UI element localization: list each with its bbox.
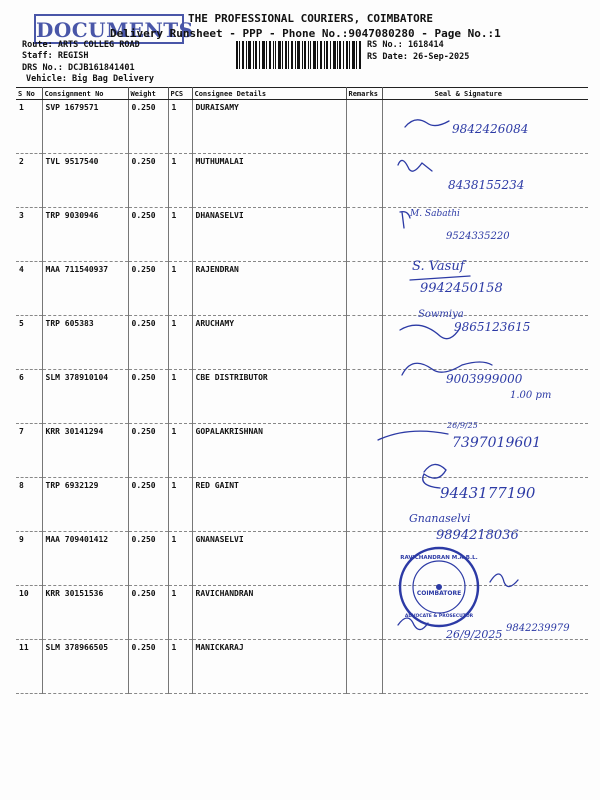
drs-number: DRS No.: DCJB161841401 <box>22 63 135 73</box>
weight-cell: 0.250 <box>128 208 168 262</box>
consignment-cell: SVP 1679571 <box>42 100 128 154</box>
consignee-cell: DHANASELVI <box>192 208 346 262</box>
pcs-cell: 1 <box>168 532 192 586</box>
consignee-cell: CBE DISTRIBUTOR <box>192 370 346 424</box>
weight-cell: 0.250 <box>128 316 168 370</box>
company-name: THE PROFESSIONAL COURIERS, COIMBATORE <box>188 12 434 25</box>
handwritten-phone-9: 9894218036 <box>436 528 519 543</box>
consignment-cell: KRR 30151536 <box>42 586 128 640</box>
pcs-cell: 1 <box>168 316 192 370</box>
col-remarks: Remarks <box>346 88 382 100</box>
handwritten-phone-11: 9842239979 <box>506 623 570 634</box>
consignment-cell: TRP 6932129 <box>42 478 128 532</box>
pcs-cell: 1 <box>168 478 192 532</box>
consignee-cell: MANICKARAJ <box>192 640 346 694</box>
vehicle-label: Vehicle: Big Bag Delivery <box>26 74 154 84</box>
consignee-cell: GNANASELVI <box>192 532 346 586</box>
pcs-cell: 1 <box>168 424 192 478</box>
col-consignment: Consignment No <box>42 88 128 100</box>
remarks-cell <box>346 100 382 154</box>
handwritten-name-5: Sowmiya <box>418 309 464 320</box>
seal-name: RAVICHANDRAN M.A.B.L. <box>400 555 478 561</box>
sno-cell: 11 <box>16 640 42 694</box>
consignee-cell: ARUCHAMY <box>192 316 346 370</box>
sno-cell: 4 <box>16 262 42 316</box>
consignment-cell: MAA 711540937 <box>42 262 128 316</box>
handwritten-name-3: M. Sabathi <box>410 209 460 219</box>
handwritten-phone-7: 7397019601 <box>452 435 542 451</box>
consignment-cell: TRP 9030946 <box>42 208 128 262</box>
pcs-cell: 1 <box>168 586 192 640</box>
sno-cell: 7 <box>16 424 42 478</box>
signature-cell <box>382 640 588 694</box>
table-row <box>16 640 588 694</box>
weight-cell: 0.250 <box>128 100 168 154</box>
rs-number: RS No.: 1618414 <box>367 40 444 50</box>
pcs-cell: 1 <box>168 100 192 154</box>
col-weight: Weight <box>128 88 168 100</box>
documents-stamp: DOCUMENTS <box>34 14 184 44</box>
staff-label: Staff: REGISH <box>22 51 89 61</box>
runsheet-title: Delivery Runsheet - PPP - Phone No.:9047080280 - Page No.:1 <box>110 27 501 40</box>
handwritten-name-9: Gnanaselvi <box>409 512 471 525</box>
remarks-cell <box>346 370 382 424</box>
seal-bottom-text: ADVOCATE & PROSECUTOR <box>404 614 474 619</box>
handwritten-phone-2: 8438155234 <box>448 178 525 192</box>
pcs-cell: 1 <box>168 370 192 424</box>
seal-place: COIMBATORE <box>416 590 462 597</box>
consignee-cell: RED GAINT <box>192 478 346 532</box>
consignee-cell: RAJENDRAN <box>192 262 346 316</box>
sno-cell: 8 <box>16 478 42 532</box>
sno-cell: 5 <box>16 316 42 370</box>
consignee-cell: DURAISAMY <box>192 100 346 154</box>
sno-cell: 2 <box>16 154 42 208</box>
col-consignee: Consignee Details <box>192 88 346 100</box>
remarks-cell <box>346 316 382 370</box>
remarks-cell <box>346 154 382 208</box>
handwritten-phone-5: 9865123615 <box>454 320 531 334</box>
consignment-cell: TRP 605383 <box>42 316 128 370</box>
sno-cell: 10 <box>16 586 42 640</box>
pcs-cell: 1 <box>168 262 192 316</box>
consignment-cell: MAA 709401412 <box>42 532 128 586</box>
barcode-icon <box>236 41 362 69</box>
remarks-cell <box>346 586 382 640</box>
consignee-cell: MUTHUMALAI <box>192 154 346 208</box>
handwritten-phone-3: 9524335220 <box>446 231 510 242</box>
sno-cell: 6 <box>16 370 42 424</box>
weight-cell: 0.250 <box>128 154 168 208</box>
col-seal-signature: Seal & Signature <box>382 88 588 100</box>
handwritten-phone-8: 9443177190 <box>440 484 536 502</box>
table-header-row <box>16 88 588 100</box>
remarks-cell <box>346 262 382 316</box>
remarks-cell <box>346 424 382 478</box>
rs-date: RS Date: 26-Sep-2025 <box>367 52 470 62</box>
weight-cell: 0.250 <box>128 424 168 478</box>
consignment-cell: SLM 378910104 <box>42 370 128 424</box>
weight-cell: 0.250 <box>128 478 168 532</box>
advocate-seal <box>398 546 480 628</box>
consignee-cell: RAVICHANDRAN <box>192 586 346 640</box>
route-label: Route: ARTS COLLEG ROAD <box>22 40 140 50</box>
consignment-cell: TVL 9517540 <box>42 154 128 208</box>
sno-cell: 9 <box>16 532 42 586</box>
sno-cell: 1 <box>16 100 42 154</box>
handwritten-date-11: 26/9/2025 <box>446 628 503 641</box>
remarks-cell <box>346 208 382 262</box>
handwritten-date-7: 26/9/25 <box>447 421 478 430</box>
remarks-cell <box>346 640 382 694</box>
handwritten-note-6: 1.00 pm <box>510 390 552 401</box>
remarks-cell <box>346 478 382 532</box>
sno-cell: 3 <box>16 208 42 262</box>
col-sno: S No <box>16 88 42 100</box>
weight-cell: 0.250 <box>128 640 168 694</box>
handwritten-phone-1: 9842426084 <box>452 122 529 136</box>
pcs-cell: 1 <box>168 154 192 208</box>
col-pcs: PCS <box>168 88 192 100</box>
handwritten-name-4: S. Vasuf <box>412 259 465 274</box>
consignment-cell: KRR 30141294 <box>42 424 128 478</box>
weight-cell: 0.250 <box>128 262 168 316</box>
pcs-cell: 1 <box>168 640 192 694</box>
weight-cell: 0.250 <box>128 586 168 640</box>
handwritten-phone-6: 9003999000 <box>446 372 523 386</box>
consignment-cell: SLM 378966505 <box>42 640 128 694</box>
consignee-cell: GOPALAKRISHNAN <box>192 424 346 478</box>
weight-cell: 0.250 <box>128 532 168 586</box>
remarks-cell <box>346 532 382 586</box>
handwritten-phone-4: 9942450158 <box>420 281 503 296</box>
weight-cell: 0.250 <box>128 370 168 424</box>
pcs-cell: 1 <box>168 208 192 262</box>
